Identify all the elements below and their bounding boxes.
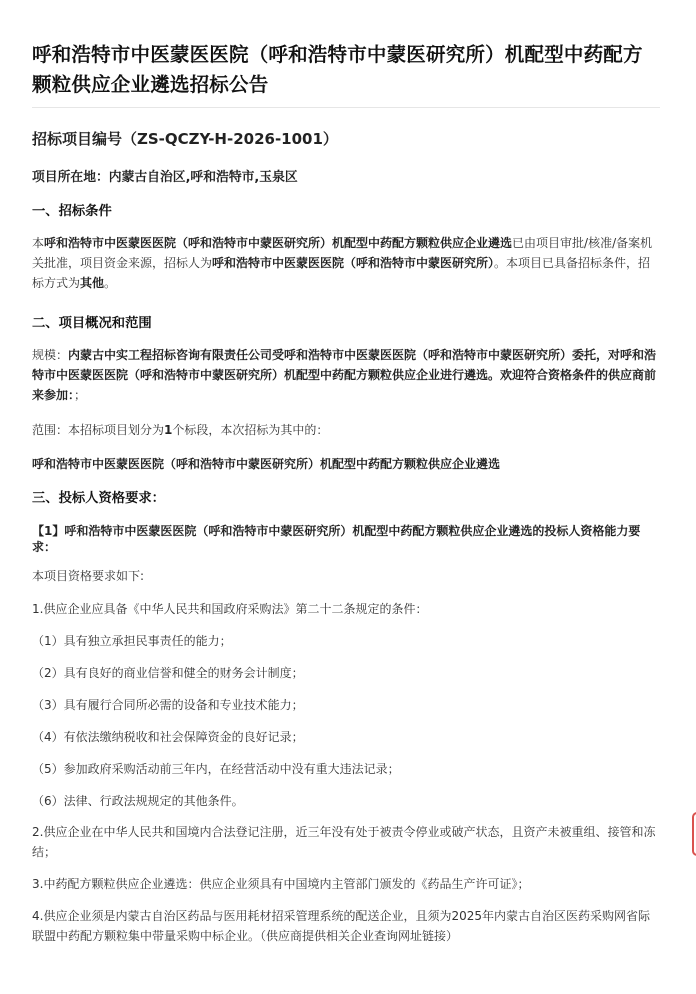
- tender-conditions-paragraph: [32, 233, 660, 293]
- lot-name: 呼和浩特市中医蒙医医院（呼和浩特市中蒙医研究所）机配型中药配方颗粒供应企业遴选: [32, 457, 501, 471]
- requirement-2: 2.供应企业在中华人民共和国境内合法登记注册，近三年没有处于被责令停业或破产状态，且资产未被重组、接管和冻结；: [32, 825, 656, 859]
- section-heading-qualifications: 三、投标人资格要求：: [32, 491, 165, 506]
- requirement-1-item: （3）具有履行合同所必需的设备和专业技术能力；: [32, 698, 304, 712]
- requirement-4: 4.供应企业须是内蒙古自治区药品与医用耗材招采管理系统的配送企业，且须为2025年内蒙古自治区医药采购网省际联盟中药配方颗粒集中带量采购中标企业。（供应商提供相关企业查询网址链接）: [32, 909, 650, 943]
- requirement-1-item: （4）有依法缴纳税收和社会保障资金的良好记录；: [32, 730, 304, 744]
- text-segment: 。本项目已具备招标条件，招标方式为: [32, 256, 651, 290]
- section-heading-tender-conditions: 一、招标条件: [32, 204, 112, 219]
- requirement-1-item: （5）参加政府采购活动前三年内，在经营活动中没有重大违法记录；: [32, 762, 400, 776]
- text-segment: 本: [32, 236, 45, 250]
- tenderer-name: 呼和浩特市中医蒙医医院（呼和浩特市中蒙医研究所）: [212, 256, 495, 270]
- requirement-3: 3.中药配方颗粒供应企业遴选：供应企业须具有中国境内主管部门颁发的《药品生产许可证》；: [32, 877, 530, 891]
- requirement-1: 1.供应企业应具备《中华人民共和国政府采购法》第二十二条规定的条件：: [32, 602, 428, 616]
- side-scroll-handle[interactable]: [692, 812, 696, 856]
- title-divider: [32, 107, 660, 108]
- project-location: 项目所在地：内蒙古自治区,呼和浩特市,玉泉区: [32, 170, 298, 185]
- section-heading-overview: 二、项目概况和范围: [32, 316, 152, 331]
- text-segment: 已由项目审批/核准/备案机关批准，项目资金来源，招标人为: [32, 236, 653, 270]
- scale-paragraph: [32, 345, 660, 405]
- text-segment: 个标段，本次招标为其中的：: [172, 423, 329, 437]
- page-title: 呼和浩特市中医蒙医医院（呼和浩特市中蒙医研究所）机配型中药配方颗粒供应企业遴选招标公告: [32, 43, 643, 96]
- tender-method: 其他: [80, 276, 105, 290]
- scale-label: 规模：: [32, 348, 69, 362]
- project-name: 呼和浩特市中医蒙医医院（呼和浩特市中蒙医研究所）机配型中药配方颗粒供应企业遴选: [44, 236, 513, 250]
- project-number: 招标项目编号（ZS-QCZY-H-2026-1001）: [32, 130, 338, 148]
- text-segment: 范围：本招标项目划分为: [32, 423, 165, 437]
- text-segment: 。: [104, 276, 117, 290]
- text-segment: ；: [74, 388, 87, 402]
- requirement-1-item: （6）法律、行政法规规定的其他条件。: [32, 794, 244, 808]
- announcement-page: [32, 40, 660, 946]
- qualification-subheading: 【1】呼和浩特市中医蒙医医院（呼和浩特市中蒙医研究所）机配型中药配方颗粒供应企业遴选的投标人资格能力要求：: [32, 524, 641, 554]
- qualification-intro: 本项目资格要求如下:: [32, 569, 145, 583]
- requirement-1-item: （1）具有独立承担民事责任的能力；: [32, 634, 232, 648]
- lot-count: 1: [164, 423, 173, 437]
- range-paragraph: [32, 420, 660, 440]
- scale-text: 内蒙古中实工程招标咨询有限责任公司受呼和浩特市中医蒙医医院（呼和浩特市中蒙医研究所）委托，对呼和浩特市中医蒙医医院（呼和浩特市中蒙医研究所）机配型中药配方颗粒供应企业进行遴选。欢迎符合资格条件的供应商前来参加：: [32, 348, 657, 402]
- requirement-1-item: （2）具有良好的商业信誉和健全的财务会计制度；: [32, 666, 304, 680]
